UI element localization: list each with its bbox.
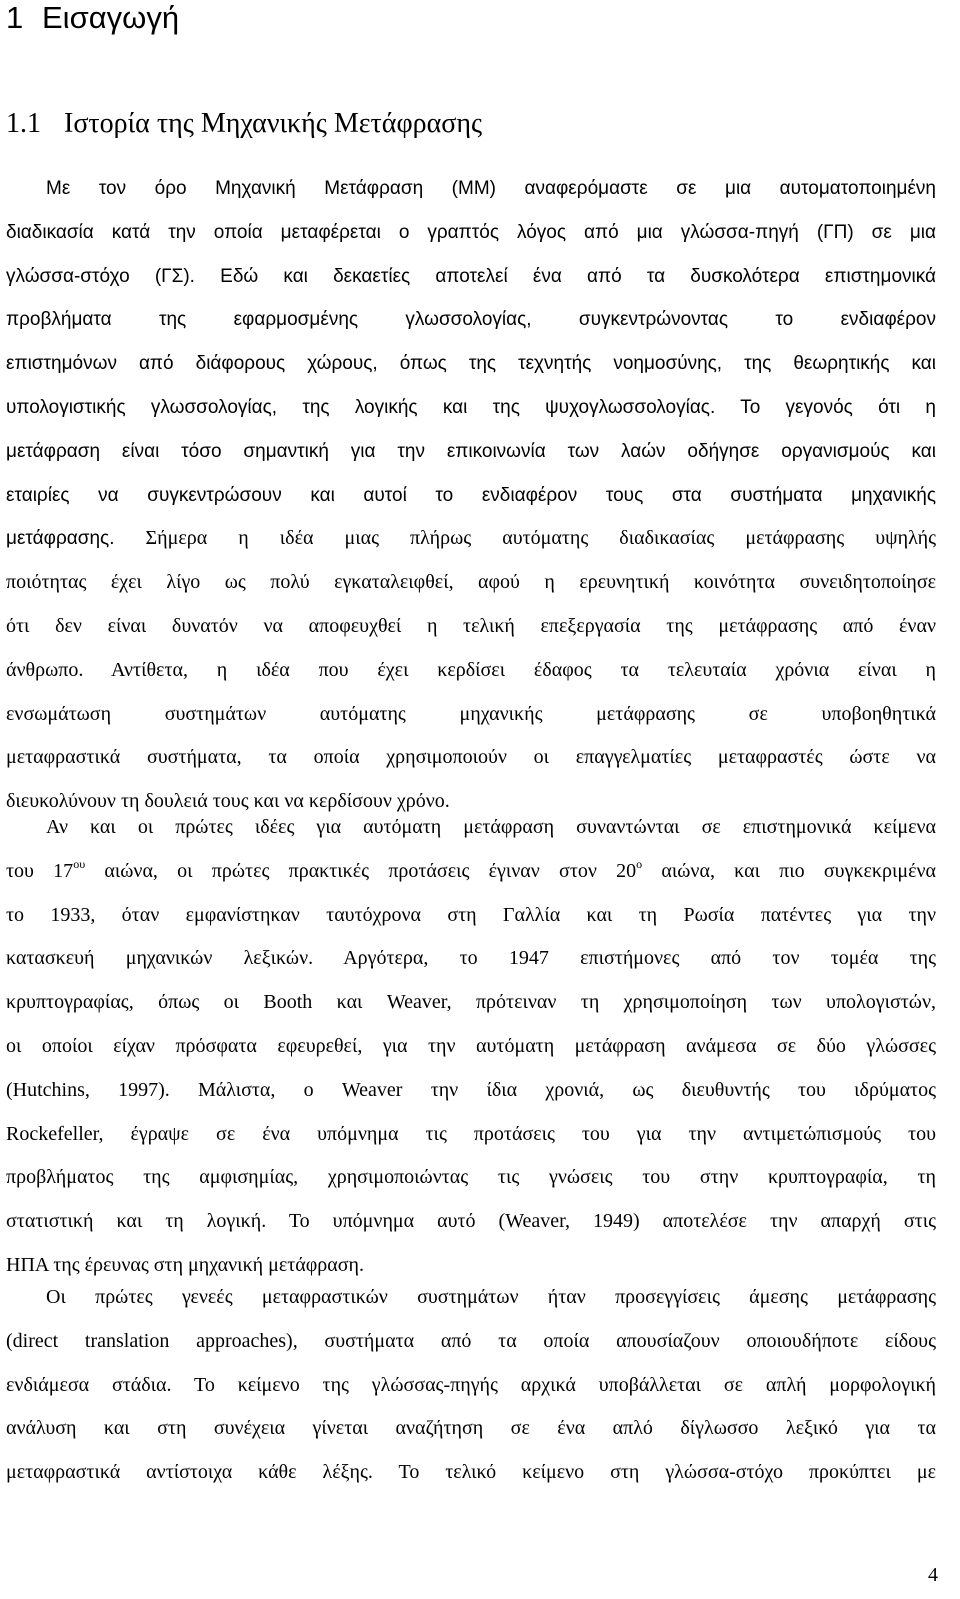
page-number: 4 xyxy=(928,1564,938,1586)
paragraph-line-part: αιώνα, οι πρώτες πρακτικές προτάσεις έγιναν στον 20 xyxy=(85,859,637,882)
paragraph-line: προβλήματα της εφαρμοσμένης γλωσσολογίας, συγκεντρώνοντας το ενδιαφέρον xyxy=(6,309,936,331)
paragraph-line-part: Σήμερα η ιδέα μιας πλήρως αυτόματης διαδικασίας μετάφρασης υψηλής xyxy=(114,527,936,550)
paragraph-line: ανάλυση και στη συνέχεια γίνεται αναζήτηση σε ένα απλό δίγλωσσο λεξικό για τα xyxy=(6,1417,936,1440)
paragraph-line xyxy=(6,850,936,894)
paragraph-line-part: μετάφρασης. xyxy=(6,528,115,550)
paragraph-line: Με τον όρο Μηχανική Μετάφραση (ΜΜ) αναφερόμαστε σε μια αυτοματοποιημένη xyxy=(46,178,936,199)
paragraph-line: άνθρωπο. Αντίθετα, η ιδέα που έχει κερδίσει έδαφος τα τελευταία χρόνια είναι η xyxy=(6,658,936,681)
paragraph-line: Rockefeller, έγραψε σε ένα υπόμνημα τις προτάσεις του για την αντιμετώπισμούς του xyxy=(6,1122,936,1145)
paragraph-line: εταιρίες να συγκεντρώσουν και αυτοί το ενδιαφέρον τους στα συστήματα μηχανικής xyxy=(6,484,936,506)
paragraph-line: υπολογιστικής γλωσσολογίας, της λογικής και της ψυχογλωσσολογίας. Το γεγονός ότι η xyxy=(6,396,936,418)
paragraph-line: ότι δεν είναι δυνατόν να αποφευχθεί η τελική επεξεργασία της μετάφρασης από έναν xyxy=(6,614,936,637)
paragraph-line: μετάφραση είναι τόσο σημαντική για την επικοινωνία των λαών οδήγησε οργανισμούς και xyxy=(6,440,936,462)
paragraph-line: κρυπτογραφίας, όπως οι Booth και Weaver, πρότειναν τη χρησιμοποίηση των υπολογιστών, xyxy=(6,991,936,1014)
paragraph-line: Οι πρώτες γενεές μεταφραστικών συστημάτων ήταν προσεγγίσεις άμεσης μετάφρασης xyxy=(46,1286,936,1308)
section-title: Ιστορία της Μηχανικής Μετάφρασης xyxy=(64,108,483,139)
paragraph-line: γλώσσα-στόχο (ΓΣ). Εδώ και δεκαετίες αποτελεί ένα από τα δυσκολότερα επιστημονικά xyxy=(6,265,936,287)
paragraph-line-part: αιώνα, και πιο συγκεκριμένα xyxy=(642,859,936,882)
chapter-title: Εισαγωγή xyxy=(42,0,180,35)
chapter-number: 1 xyxy=(6,0,24,35)
paragraph-line: ενδιάμεσα στάδια. Το κείμενο της γλώσσας-πηγής αρχικά υποβάλλεται σε απλή μορφολογική xyxy=(6,1373,936,1396)
paragraph-line-part: του 17 xyxy=(6,859,74,882)
paragraph-line: μεταφραστικά συστήματα, τα οποία χρησιμοποιούν οι επαγγελματίες μεταφραστές ώστε να xyxy=(6,746,936,769)
paragraph-line: Αν και οι πρώτες ιδέες για αυτόματη μετάφραση συναντώνται σε επιστημονικά κείμενα xyxy=(46,816,936,838)
paragraph-line: διαδικασία κατά την οποία μεταφέρεται ο γραπτός λόγος από μια γλώσσα-πηγή (ΓΠ) σε μια xyxy=(6,221,936,243)
paragraph-line: το 1933, όταν εμφανίστηκαν ταυτόχρονα στη Γαλλία και τη Ρωσία πατέντες για την xyxy=(6,903,936,926)
paragraph-line: στατιστική και τη λογική. Το υπόμνημα αυτό (Weaver, 1949) αποτελέσε την απαρχή στις xyxy=(6,1210,936,1233)
paragraph-line: προβλήματος της αμφισημίας, χρησιμοποιώντας τις γνώσεις του στην κρυπτογραφία, τη xyxy=(6,1166,936,1189)
chapter-heading xyxy=(6,0,179,36)
paragraph-line: (direct translation approaches), συστήματα από τα οποία απουσίαζουν οποιουδήποτε είδους xyxy=(6,1329,936,1352)
paragraph-line: ποιότητας έχει λίγο ως πολύ εγκαταλειφθεί, αφού η ερευνητική κοινότητα συνειδητοποίησε xyxy=(6,571,936,594)
paragraph-line: μεταφραστικά αντίστοιχα κάθε λέξης. Το τελικό κείμενο στη γλώσσα-στόχο προκύπτει με xyxy=(6,1461,936,1484)
paragraph-line: διευκολύνουν τη δουλειά τους και να κερδίσουν χρόνο. xyxy=(6,790,450,813)
paragraph-line: οι οποίοι είχαν πρόσφατα εφευρεθεί, για την αυτόματη μετάφραση ανάμεσα σε δύο γλώσσες xyxy=(6,1034,936,1057)
ordinal-superscript: ου xyxy=(73,856,86,871)
paragraph-line: ΗΠΑ της έρευνας στη μηχανική μετάφραση. xyxy=(6,1253,364,1276)
paragraph-line xyxy=(6,517,936,561)
section-number: 1.1 xyxy=(6,108,41,139)
paragraph-line: ενσωμάτωση συστημάτων αυτόματης μηχανικής μετάφρασης σε υποβοηθητικά xyxy=(6,702,936,725)
section-heading xyxy=(6,107,482,141)
paragraph-1 xyxy=(6,167,936,824)
paragraph-line: επιστημόνων από διάφορους χώρους, όπως της τεχνητής νοημοσύνης, της θεωρητικής και xyxy=(6,353,936,375)
paragraph-line: κατασκευή μηχανικών λεξικών. Αργότερα, το 1947 επιστήμονες από τον τομέα της xyxy=(6,947,936,970)
paragraph-3 xyxy=(6,1276,936,1495)
paragraph-2 xyxy=(6,806,936,1288)
paragraph-line: (Hutchins, 1997). Μάλιστα, ο Weaver την ίδια χρονιά, ως διευθυντής του ιδρύματος xyxy=(6,1078,936,1101)
ordinal-superscript: ο xyxy=(636,856,643,871)
